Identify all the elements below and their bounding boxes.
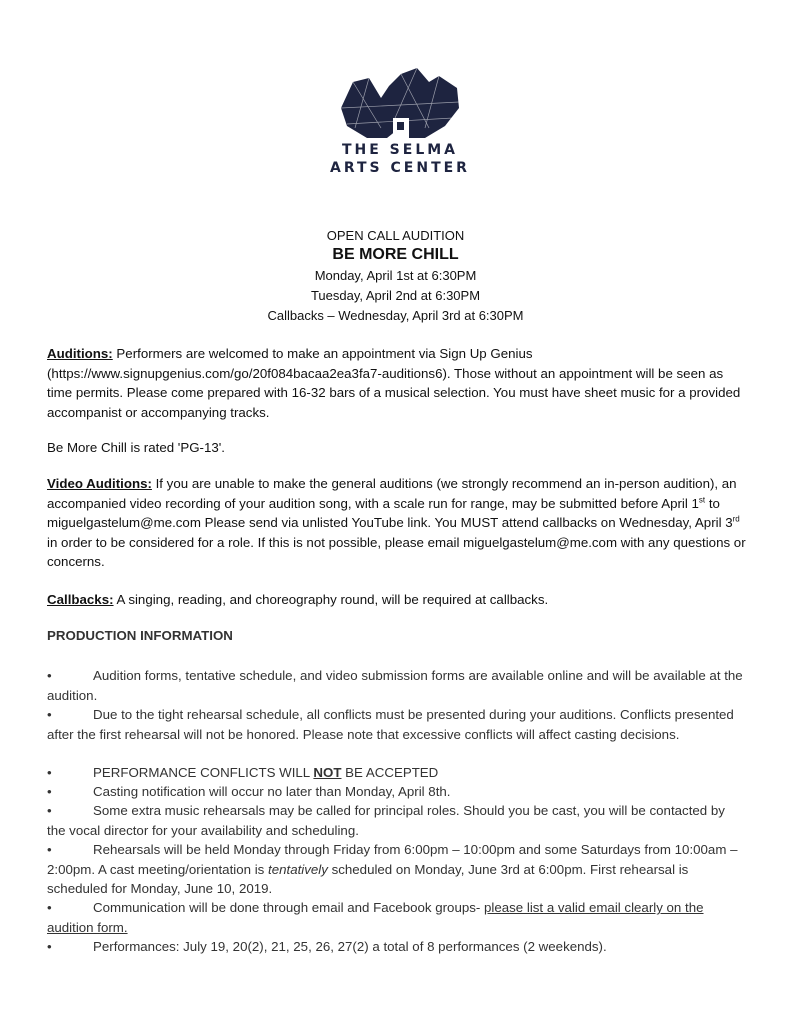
callback-date: Callbacks – Wednesday, April 3rd at 6:30PM (267, 308, 524, 323)
bullet-dot: • (47, 803, 52, 818)
video-text-1: If you are unable to make the general auditions (we strongly recommend an in-person audition), an accompanied video recording of your audition song, with a scale run for range, may be submitted before April 1 (47, 476, 737, 511)
bullet-text: Due to the tight rehearsal schedule, all conflicts must be presented during your auditions. Conflicts presented after the first rehearsal will not be honored. Please note that excessive conflicts will affect casting decisions. (47, 707, 734, 742)
auditions-label: Auditions: (47, 346, 113, 361)
audition-date-2: Tuesday, April 2nd at 6:30PM (310, 288, 481, 303)
rating-text: Be More Chill is rated 'PG-13'. (47, 440, 226, 455)
bullet-item-performance-conflicts (47, 763, 747, 783)
callbacks-text: A singing, reading, and choreography round, will be required at callbacks. (113, 592, 549, 607)
bullet-dot: • (47, 707, 52, 722)
show-title: BE MORE CHILL (332, 246, 459, 263)
bullet-dot: • (47, 668, 52, 683)
bullet-item-rehearsals (47, 840, 747, 899)
bullet-text: PERFORMANCE CONFLICTS WILL (93, 765, 314, 780)
bullet-text: Performances: July 19, 20(2), 21, 25, 26, 27(2) a total of 8 performances (2 weekends). (93, 939, 607, 954)
video-auditions-label: Video Auditions: (47, 476, 152, 491)
bullet-text-not: NOT (313, 765, 342, 780)
building-logo-icon (335, 68, 465, 140)
bullet-dot: • (47, 900, 52, 915)
audition-date-1: Monday, April 1st at 6:30PM (314, 268, 477, 283)
video-sup-1: st (698, 495, 706, 505)
bullet-dot: • (47, 784, 52, 799)
bullet-text-italic: tentatively (268, 861, 328, 877)
bullet-text-underlined: please list a valid email clearly on the audition form. (47, 900, 704, 935)
bullet-text: BE ACCEPTED (341, 765, 439, 780)
bullet-item-performances (47, 937, 747, 957)
video-sup-2: rd (732, 514, 740, 524)
callbacks-label: Callbacks: (47, 592, 114, 607)
bullet-dot: • (47, 765, 52, 780)
bullet-text: scheduled on Monday, June 3rd at 6:00pm. First rehearsal is scheduled for Monday, June 10, 2019. (47, 861, 689, 896)
bullet-dot: • (47, 939, 52, 954)
bullet-item-music-rehearsals (47, 801, 747, 840)
bullet-text: Casting notification will occur no later than Monday, April 8th. (93, 784, 451, 799)
logo-line1: THE SELMA (341, 142, 459, 158)
selma-arts-center-logo (320, 68, 480, 180)
callbacks-paragraph (47, 590, 747, 610)
auditions-text: Performers are welcomed to make an appointment via Sign Up Genius (https://www.signupgenius.com/go/20f084bacaa2ea3fa7-auditions6). Those without an appointment will be seen as time permits. Please come prepared with 16-32 bars of a musical selection. You must have sheet music for a provided accompanist or accompanying tracks. (47, 346, 741, 420)
bullet-text: Rehearsals will be held Monday through Friday from 6:00pm – 10:00pm and some Saturdays from 10:00am – 2:00pm. A cast meeting/orientation is (47, 842, 738, 877)
production-info-heading: PRODUCTION INFORMATION (47, 628, 233, 643)
bullet-item-casting (47, 782, 747, 802)
bullet-text: Communication will be done through email and Facebook groups- (93, 900, 484, 915)
video-auditions-paragraph (47, 474, 747, 572)
bullet-item-communication (47, 898, 747, 937)
video-text-2: to miguelgastelum@me.com Please send via unlisted YouTube link. You MUST attend callbacks on Wednesday, April 3 (47, 495, 733, 530)
bullet-dot: • (47, 842, 52, 857)
bullet-item-conflicts (47, 705, 747, 744)
bullet-text: Some extra music rehearsals may be called for principal roles. Should you be cast, you will be contacted by the vocal director for your availability and scheduling. (47, 803, 725, 838)
auditions-paragraph (47, 344, 747, 422)
bullet-text: Audition forms, tentative schedule, and video submission forms are available online and will be available at the audition. (47, 668, 743, 703)
logo-line2: ARTS CENTER (330, 160, 470, 176)
bullet-item-forms (47, 666, 747, 705)
video-text-3: in order to be considered for a role. If this is not possible, please email miguelgastelum@me.com with any questions or concerns. (47, 534, 746, 569)
open-call-title: OPEN CALL AUDITION (326, 228, 465, 243)
